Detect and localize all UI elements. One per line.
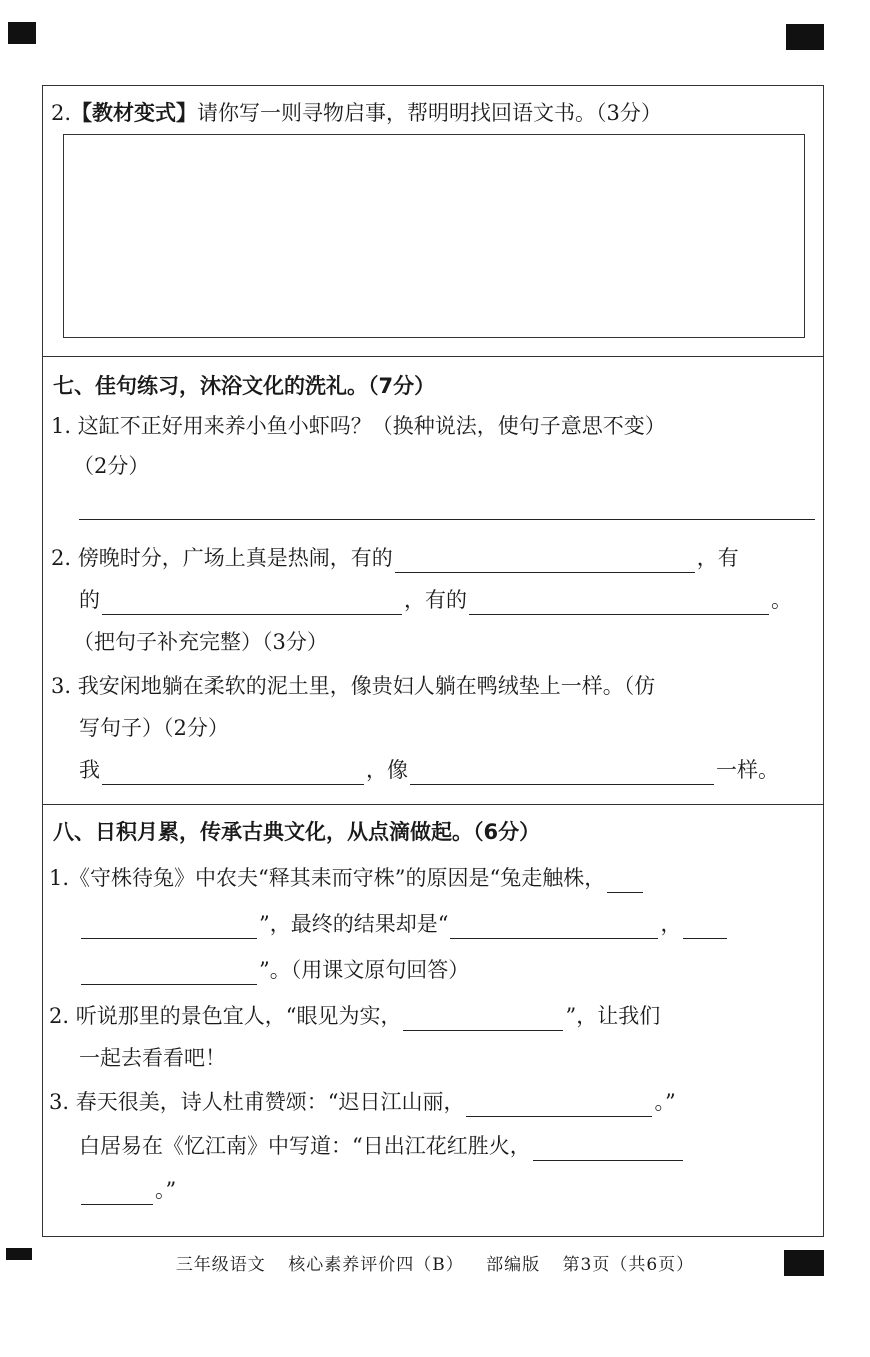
s8-q3-blank-1[interactable] xyxy=(466,1094,652,1117)
corner-mark-top-right xyxy=(786,24,824,50)
s8-q1-blank-1a[interactable] xyxy=(607,870,643,893)
s7-q3-blank-2[interactable] xyxy=(410,762,714,785)
s7-q2-blank-3[interactable] xyxy=(469,592,769,615)
s8-q2-line2: 一起去看看吧！ xyxy=(79,1046,226,1070)
s8-q1-blank-3b[interactable] xyxy=(81,962,257,985)
s7-q3-line2: 写句子）（2分） xyxy=(79,716,229,740)
s8-q1-line2: ”，最终的结果却是“ ， xyxy=(79,909,729,939)
s8-q3-blank-2b[interactable] xyxy=(81,1182,153,1205)
s8-q1-blank-2a[interactable] xyxy=(450,916,658,939)
s7-q1-line1: 1. 这缸不正好用来养小鱼小虾吗？（换种说法，使句子意思不变） xyxy=(51,414,666,438)
s8-q3-blank-2a[interactable] xyxy=(533,1138,683,1161)
s8-q3-line3: 。” xyxy=(79,1175,176,1205)
s7-q2-blank-1[interactable] xyxy=(395,550,695,573)
section-7-title: 七、佳句练习，沐浴文化的洗礼。（7分） xyxy=(53,374,436,398)
s8-q3-line1: 3. 春天很美，诗人杜甫赞颂：“迟日江山丽， 。” xyxy=(49,1087,676,1117)
s7-q2-line1: 2. 傍晚时分，广场上真是热闹，有的 ，有 xyxy=(51,543,739,573)
s7-q1-line2: （2分） xyxy=(73,454,150,478)
footer-edition: 部编版 xyxy=(486,1255,541,1275)
s8-q1-line3: ”。（用课文原句回答） xyxy=(79,955,469,985)
q5-2-prompt: 2. 【教材变式】 请你写一则寻物启事，帮明明找回语文书。（3分） xyxy=(51,101,662,125)
footer-evaluation: 核心素养评价四（B） xyxy=(288,1255,464,1275)
section-8 xyxy=(43,804,823,1239)
s7-q1-answer-line[interactable] xyxy=(79,519,815,520)
s8-q1-blank-1b[interactable] xyxy=(81,916,257,939)
page-footer xyxy=(0,1250,870,1275)
s8-q3-line2: 白居易在《忆江南》中写道：“日出江花红胜火， xyxy=(79,1131,685,1161)
s8-q1-line1: 1.《守株待兔》中农夫“释其耒而守株”的原因是“兔走触株， xyxy=(49,863,645,893)
footer-page: 第3页（共6页） xyxy=(562,1255,695,1275)
s7-q2-line2: 的 ，有的 。 xyxy=(79,585,792,615)
s7-q2-blank-2[interactable] xyxy=(102,592,402,615)
s7-q3-blank-1[interactable] xyxy=(102,762,364,785)
s8-q2-line1: 2. 听说那里的景色宜人，“眼见为实， ”，让我们 xyxy=(49,1001,660,1031)
s7-q3-line1: 3. 我安闲地躺在柔软的泥土里，像贵妇人躺在鸭绒垫上一样。（仿 xyxy=(51,674,656,698)
section-7 xyxy=(43,356,823,805)
corner-mark-top-left xyxy=(8,22,36,44)
s8-q1-blank-3a[interactable] xyxy=(683,916,727,939)
exam-frame xyxy=(42,85,824,1237)
s7-q2-note: （把句子补充完整）（3分） xyxy=(73,630,328,654)
s7-q3-line3: 我 ，像 一样。 xyxy=(79,755,779,785)
s8-q2-blank[interactable] xyxy=(403,1008,563,1031)
answer-box[interactable] xyxy=(63,134,805,338)
footer-subject: 三年级语文 xyxy=(175,1255,266,1275)
section-8-title: 八、日积月累，传承古典文化，从点滴做起。（6分） xyxy=(53,820,541,844)
